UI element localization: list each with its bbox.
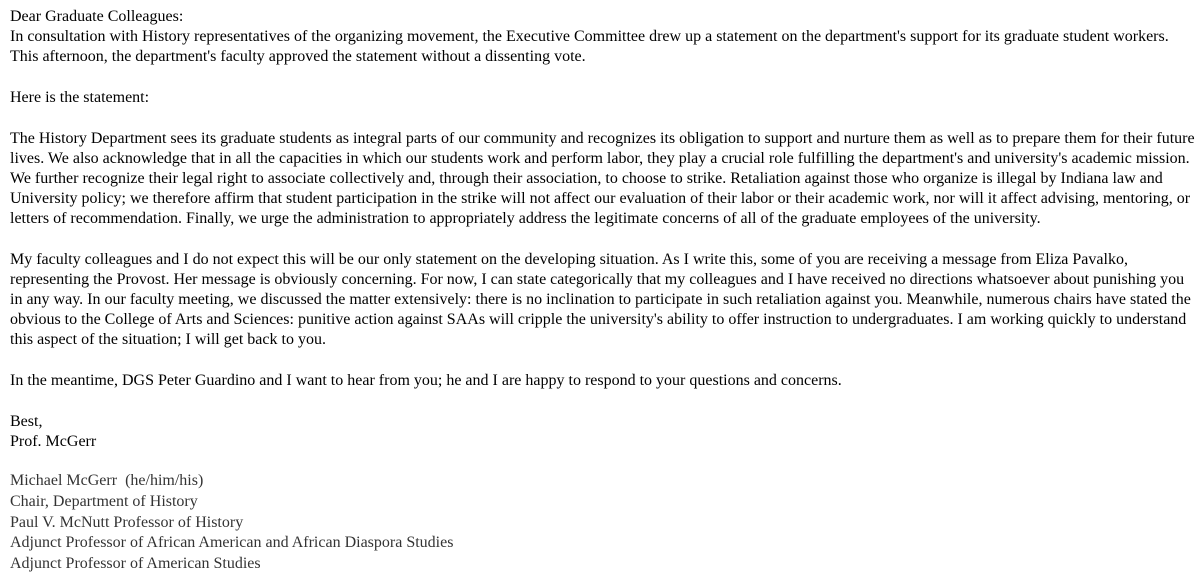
statement-intro: Here is the statement: [10,89,150,106]
intro-paragraph: In consultation with History representatives of the organizing movement, the Executive Committee drew up a statement on the department's support for its graduate student workers. This afternoon, the department's faculty approved the statement without a dissenting vote. [10,28,1169,65]
statement-paragraph: The History Department sees its graduate students as integral parts of our community and recognizes its obligation to support and nurture them as well as to prepare them for their future lives. We also acknowledge that in all the capacities in which our students work and perform labor, they play a crucial role fulfilling the department's and university's academic mission. We further recognize their legal right to associate collectively and, through their association, to choose to strike. Retaliation against those who organize is illegal by Indiana law and University policy; we therefore affirm that student participation in the strike will not affect our evaluation of their labor or their academic work, nor will it affect advising, mentoring, or letters of recommendation. Finally, we urge the administration to appropriately address the legitimate concerns of all of the graduate employees of the university. [10,130,1195,227]
meantime-paragraph: In the meantime, DGS Peter Guardino and I want to hear from you; he and I are happy to respond to your questions and concerns. [10,372,842,389]
signature-title: Paul V. McNutt Professor of History [10,513,244,531]
signature-title: Adjunct Professor of American Studies [10,555,261,573]
signature-name: Michael McGerr (he/him/his) [10,472,204,489]
spacer [10,67,1195,88]
signature-title: Adjunct Professor of African American and African Diaspora Studies [10,534,454,552]
email-signature [10,471,1195,575]
salutation: Dear Graduate Colleagues: [10,8,184,25]
signoff: Prof. McGerr [10,433,97,450]
signature-title: Chair, Department of History [10,492,198,510]
spacer [10,229,1195,250]
email-body [10,7,1195,575]
spacer [10,391,1195,412]
spacer [10,108,1195,129]
spacer [10,350,1195,371]
situation-paragraph: My faculty colleagues and I do not expect this will be our only statement on the developing situation. As I write this, some of you are receiving a message from Eliza Pavalko, representing the Provost. Her message is obviously concerning. For now, I can state categorically that my colleagues and I have received no directions whatsoever about punishing you in any way. In our faculty meeting, we discussed the matter extensively: there is no inclination to participate in such retaliation against you. Meanwhile, numerous chairs have stated the obvious to the College of Arts and Sciences: punitive action against SAAs will cripple the university's ability to offer instruction to undergraduates. I am working quickly to understand this aspect of the situation; I will get back to you. [10,251,1191,348]
closing: Best, [10,413,43,430]
